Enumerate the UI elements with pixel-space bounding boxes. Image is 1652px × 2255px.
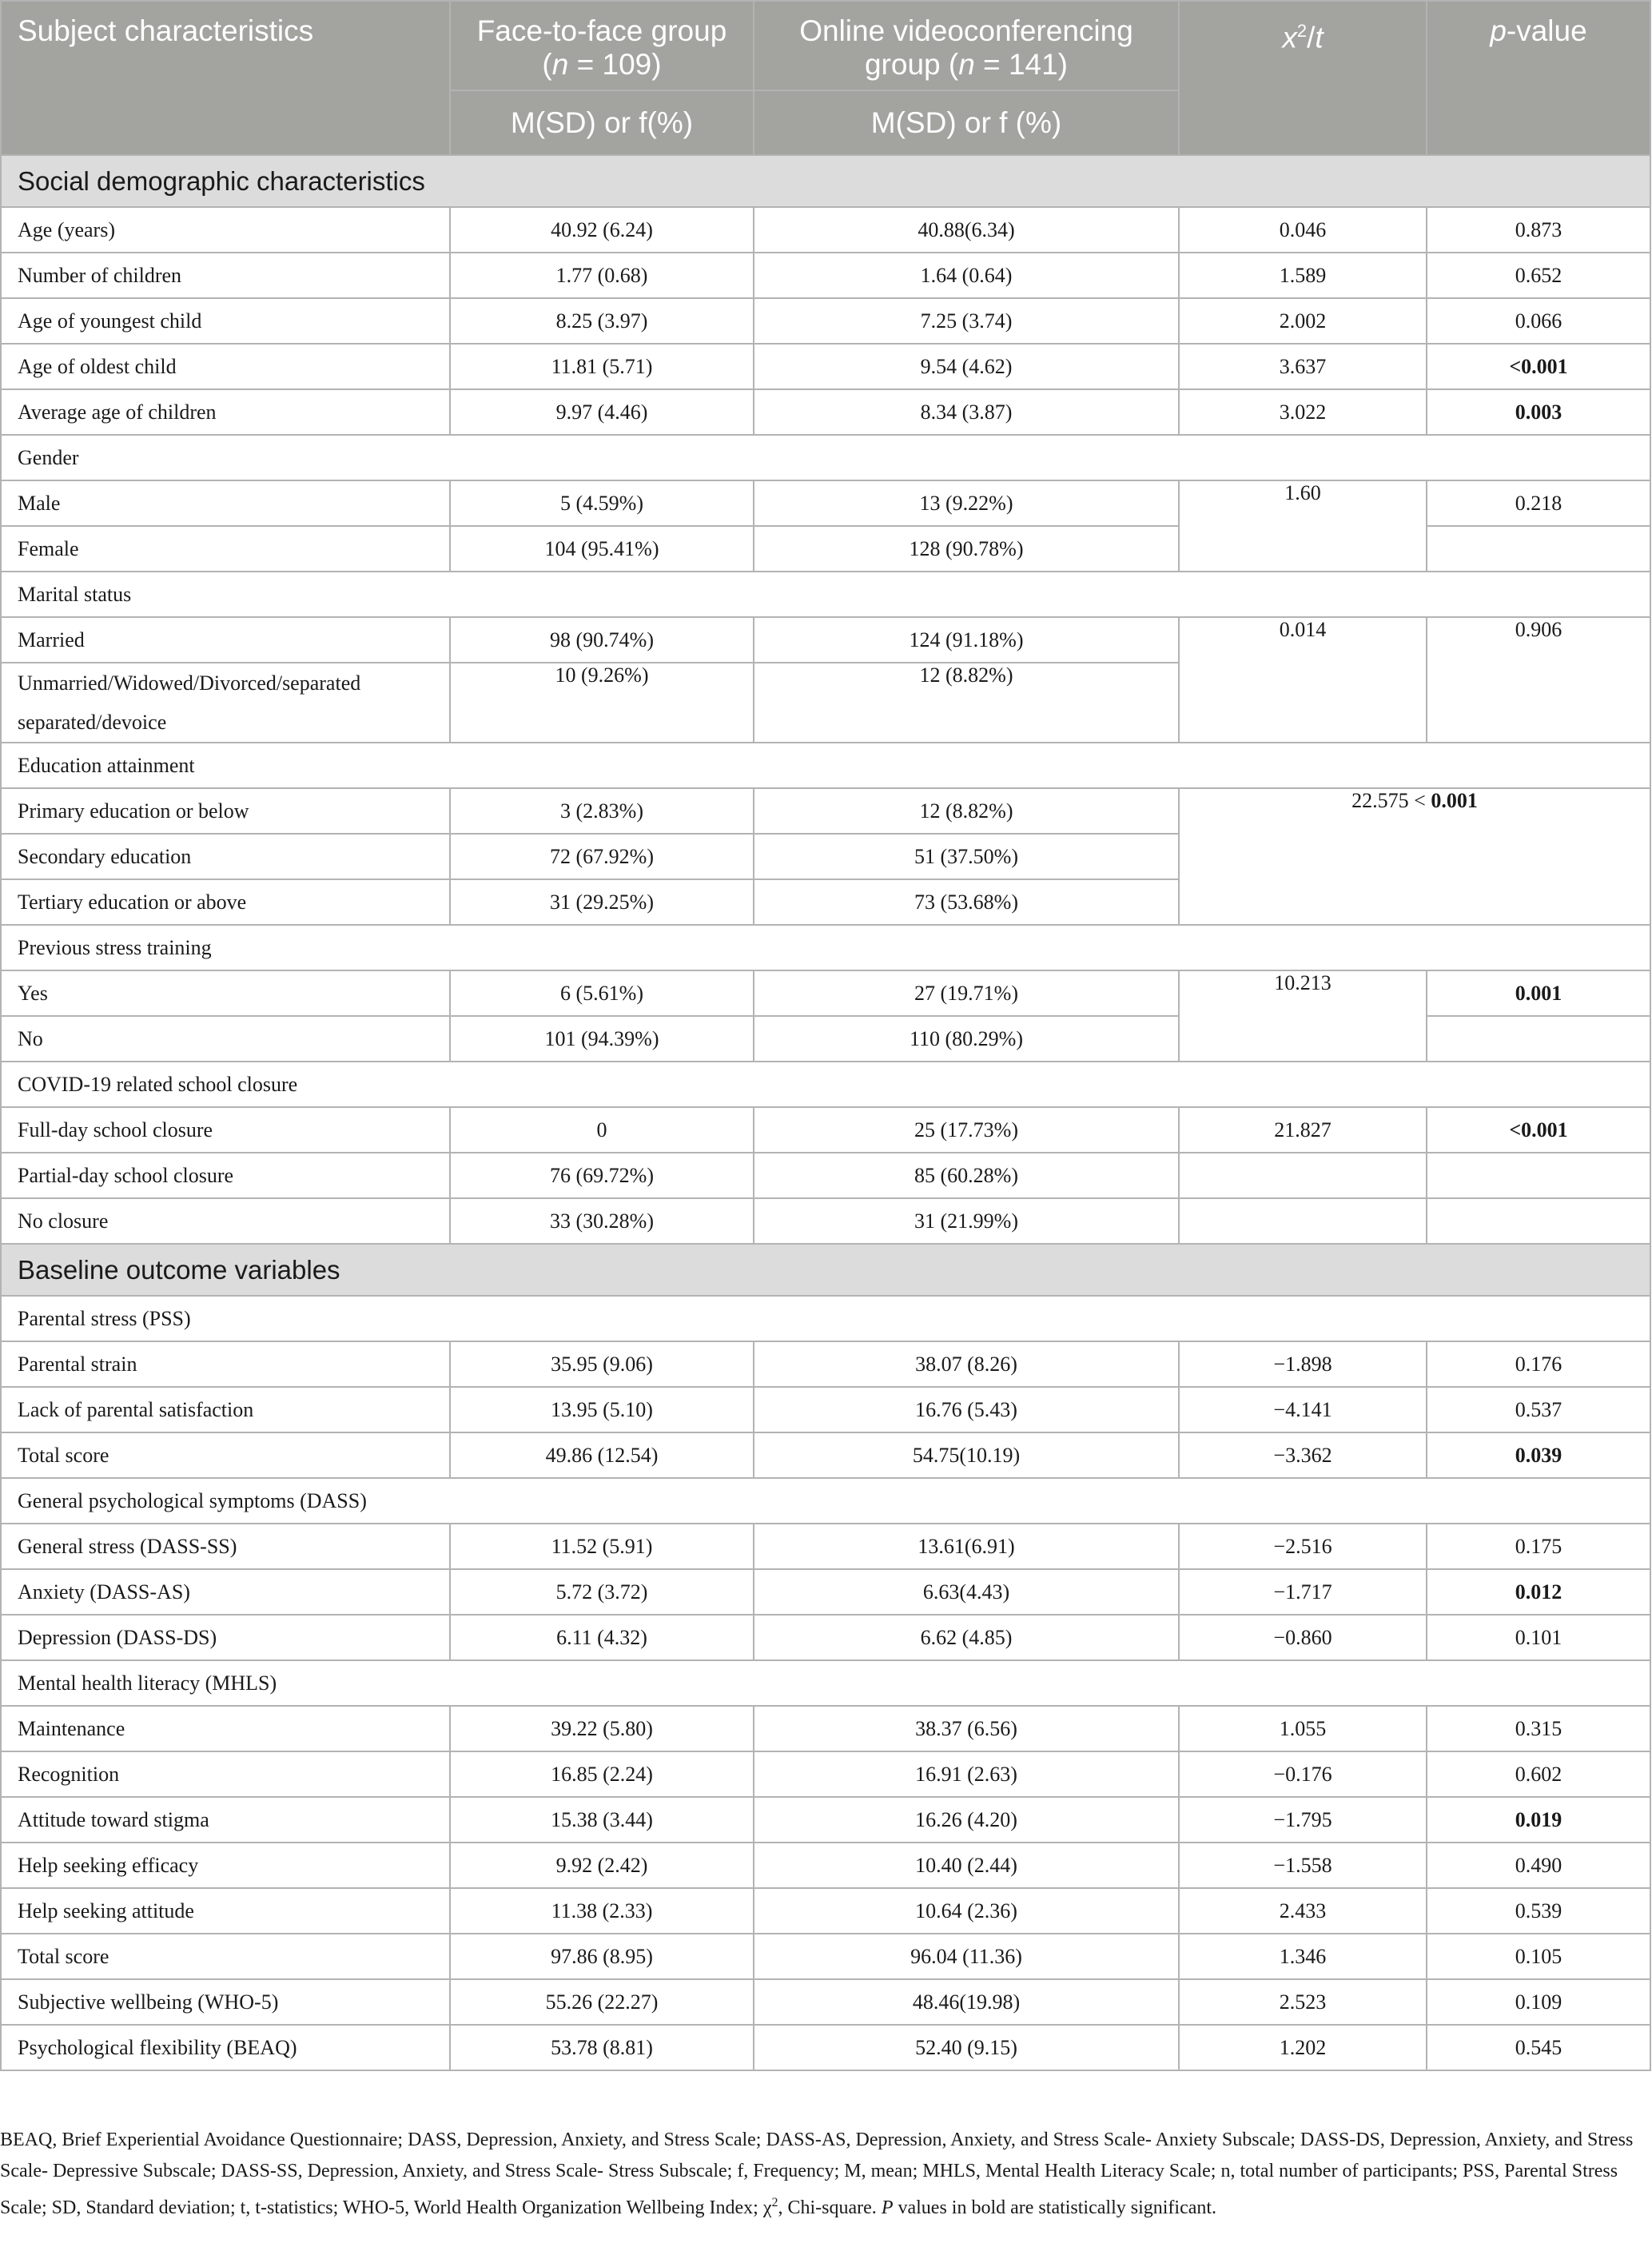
table-row: [1, 1062, 1650, 1107]
row-label: Psychological flexibility (BEAQ): [1, 2025, 450, 2070]
cell-online: 13.61(6.91): [754, 1524, 1179, 1569]
table-row: [1, 1341, 1650, 1387]
header-online-group: Online videoconferencing group (n = 141): [754, 1, 1179, 90]
cell-online: 96.04 (11.36): [754, 1934, 1179, 1979]
cell-statistic: −1.717: [1179, 1569, 1427, 1615]
row-label: Lack of parental satisfaction: [1, 1387, 450, 1432]
cell-p-value-significant: 0.039: [1427, 1432, 1650, 1478]
cell-face-to-face: 72 (67.92%): [450, 834, 754, 879]
cell-online: 124 (91.18%): [754, 617, 1179, 663]
cell-face-to-face: 104 (95.41%): [450, 526, 754, 572]
cell-empty: [1179, 1198, 1427, 1244]
cell-statistic: 3.637: [1179, 344, 1427, 389]
row-label: Male: [1, 480, 450, 526]
cell-online: 54.75(10.19): [754, 1432, 1179, 1478]
cell-face-to-face: 0: [450, 1107, 754, 1153]
table-row: [1, 1296, 1650, 1341]
table-row: [1, 1934, 1650, 1979]
row-label: No closure: [1, 1198, 450, 1244]
cell-online: 16.91 (2.63): [754, 1751, 1179, 1797]
cell-online: 73 (53.68%): [754, 879, 1179, 925]
cell-online: 48.46(19.98): [754, 1979, 1179, 2025]
table-row: [1, 970, 1650, 1016]
cell-online: 9.54 (4.62): [754, 344, 1179, 389]
row-label: General stress (DASS-SS): [1, 1524, 450, 1569]
row-label: Full-day school closure: [1, 1107, 450, 1153]
table-row: [1, 925, 1650, 970]
cell-face-to-face: 10 (9.26%): [450, 663, 754, 743]
group-label-education: Education attainment: [1, 743, 1650, 788]
table-row: [1, 617, 1650, 663]
cell-p-value: 0.105: [1427, 1934, 1650, 1979]
cell-face-to-face: 55.26 (22.27): [450, 1979, 754, 2025]
cell-statistic: 0.046: [1179, 207, 1427, 253]
group-label-previous-training: Previous stress training: [1, 925, 1650, 970]
row-label: Subjective wellbeing (WHO-5): [1, 1979, 450, 2025]
cell-face-to-face: 101 (94.39%): [450, 1016, 754, 1062]
cell-online: 10.64 (2.36): [754, 1888, 1179, 1934]
table-row: [1, 1888, 1650, 1934]
row-label: Anxiety (DASS-AS): [1, 1569, 450, 1615]
cell-empty: [1427, 1198, 1650, 1244]
table-row: [1, 1979, 1650, 2025]
row-label: Partial-day school closure: [1, 1153, 450, 1198]
section-demographics: Social demographic characteristics: [1, 155, 1650, 207]
cell-face-to-face: 6 (5.61%): [450, 970, 754, 1016]
table-row: [1, 435, 1650, 480]
table-row: [1, 1660, 1650, 1706]
cell-statistic: 1.589: [1179, 253, 1427, 298]
cell-statistic: 21.827: [1179, 1107, 1427, 1153]
row-label: Maintenance: [1, 1706, 450, 1751]
table-row: [1, 1478, 1650, 1524]
cell-face-to-face: 15.38 (3.44): [450, 1797, 754, 1843]
cell-online: 27 (19.71%): [754, 970, 1179, 1016]
cell-online: 16.26 (4.20): [754, 1797, 1179, 1843]
table-row: [1, 207, 1650, 253]
row-label: Help seeking attitude: [1, 1888, 450, 1934]
table-row: [1, 1198, 1650, 1244]
cell-empty: [1427, 1153, 1650, 1198]
cell-statistic: −1.558: [1179, 1843, 1427, 1888]
cell-empty: [1179, 1153, 1427, 1198]
cell-online: 10.40 (2.44): [754, 1843, 1179, 1888]
cell-statistic: −3.362: [1179, 1432, 1427, 1478]
row-label: Depression (DASS-DS): [1, 1615, 450, 1660]
cell-online: 7.25 (3.74): [754, 298, 1179, 344]
cell-statistic: −0.860: [1179, 1615, 1427, 1660]
cell-face-to-face: 9.92 (2.42): [450, 1843, 754, 1888]
cell-face-to-face: 16.85 (2.24): [450, 1751, 754, 1797]
cell-p-value: 0.315: [1427, 1706, 1650, 1751]
cell-face-to-face: 1.77 (0.68): [450, 253, 754, 298]
cell-face-to-face: 53.78 (8.81): [450, 2025, 754, 2070]
cell-face-to-face: 8.25 (3.97): [450, 298, 754, 344]
cell-face-to-face: 31 (29.25%): [450, 879, 754, 925]
cell-p-value-significant: <0.001: [1427, 1107, 1650, 1153]
cell-p-value-significant: 0.019: [1427, 1797, 1650, 1843]
subheader-face-to-face: M(SD) or f(%): [450, 90, 754, 155]
cell-p-value: 0.101: [1427, 1615, 1650, 1660]
cell-empty: [1427, 526, 1650, 572]
group-label-mhls: Mental health literacy (MHLS): [1, 1660, 1650, 1706]
table-row: [1, 1153, 1650, 1198]
cell-p-value-significant: 0.001: [1427, 970, 1650, 1016]
cell-statistic: 1.60: [1179, 480, 1427, 572]
table-row: [1, 1569, 1650, 1615]
table-row: [1, 480, 1650, 526]
cell-online: 6.63(4.43): [754, 1569, 1179, 1615]
cell-p-value-significant: 0.003: [1427, 389, 1650, 435]
cell-p-value: 0.176: [1427, 1341, 1650, 1387]
table-row: [1, 1797, 1650, 1843]
cell-statistic: −4.141: [1179, 1387, 1427, 1432]
row-label: Total score: [1, 1934, 450, 1979]
group-label-marital-status: Marital status: [1, 572, 1650, 617]
cell-online: 6.62 (4.85): [754, 1615, 1179, 1660]
cell-statistic: 2.002: [1179, 298, 1427, 344]
cell-online: 8.34 (3.87): [754, 389, 1179, 435]
table-row: [1, 572, 1650, 617]
cell-online: 128 (90.78%): [754, 526, 1179, 572]
table-row: [1, 1432, 1650, 1478]
row-label: Married: [1, 617, 450, 663]
table-row: [1, 1387, 1650, 1432]
cell-online: 12 (8.82%): [754, 663, 1179, 743]
cell-face-to-face: 9.97 (4.46): [450, 389, 754, 435]
cell-face-to-face: 35.95 (9.06): [450, 1341, 754, 1387]
table-row: [1, 1751, 1650, 1797]
group-label-covid-closure: COVID-19 related school closure: [1, 1062, 1650, 1107]
header-statistic: $x^2/t$: [1179, 1, 1427, 155]
cell-face-to-face: 3 (2.83%): [450, 788, 754, 834]
table-row: [1, 298, 1650, 344]
cell-statistic: −1.898: [1179, 1341, 1427, 1387]
cell-statistic: 2.433: [1179, 1888, 1427, 1934]
cell-face-to-face: 49.86 (12.54): [450, 1432, 754, 1478]
row-label: No: [1, 1016, 450, 1062]
cell-face-to-face: 11.38 (2.33): [450, 1888, 754, 1934]
header-p-value: p-value: [1427, 1, 1650, 155]
row-label: Female: [1, 526, 450, 572]
cell-face-to-face: 11.81 (5.71): [450, 344, 754, 389]
row-label: Age (years): [1, 207, 450, 253]
cell-statistic: −0.176: [1179, 1751, 1427, 1797]
cell-face-to-face: 39.22 (5.80): [450, 1706, 754, 1751]
row-label: Age of oldest child: [1, 344, 450, 389]
row-label: Total score: [1, 1432, 450, 1478]
cell-face-to-face: 11.52 (5.91): [450, 1524, 754, 1569]
table-row: [1, 389, 1650, 435]
cell-p-value: 0.873: [1427, 207, 1650, 253]
cell-statistic: 1.346: [1179, 1934, 1427, 1979]
row-label: Average age of children: [1, 389, 450, 435]
cell-face-to-face: 97.86 (8.95): [450, 1934, 754, 1979]
cell-statistic: 10.213: [1179, 970, 1427, 1062]
cell-online: 52.40 (9.15): [754, 2025, 1179, 2070]
section-baseline: Baseline outcome variables: [1, 1244, 1650, 1296]
cell-online: 110 (80.29%): [754, 1016, 1179, 1062]
cell-online: 16.76 (5.43): [754, 1387, 1179, 1432]
table-row: [1, 1843, 1650, 1888]
cell-face-to-face: 5 (4.59%): [450, 480, 754, 526]
cell-face-to-face: 5.72 (3.72): [450, 1569, 754, 1615]
table-row: [1, 1706, 1650, 1751]
cell-online: 40.88(6.34): [754, 207, 1179, 253]
subheader-online: M(SD) or f (%): [754, 90, 1179, 155]
row-label: Yes: [1, 970, 450, 1016]
cell-face-to-face: 6.11 (4.32): [450, 1615, 754, 1660]
cell-face-to-face: 13.95 (5.10): [450, 1387, 754, 1432]
cell-online: 38.37 (6.56): [754, 1706, 1179, 1751]
cell-p-value: 0.545: [1427, 2025, 1650, 2070]
group-label-dass: General psychological symptoms (DASS): [1, 1478, 1650, 1524]
cell-statistic: 2.523: [1179, 1979, 1427, 2025]
cell-p-value: 0.602: [1427, 1751, 1650, 1797]
cell-statistic: −1.795: [1179, 1797, 1427, 1843]
table-row: [1, 788, 1650, 834]
row-label: Parental strain: [1, 1341, 450, 1387]
table-row: [1, 344, 1650, 389]
cell-online: 12 (8.82%): [754, 788, 1179, 834]
cell-online: 51 (37.50%): [754, 834, 1179, 879]
row-label: Recognition: [1, 1751, 450, 1797]
row-label: Attitude toward stigma: [1, 1797, 450, 1843]
cell-face-to-face: 33 (30.28%): [450, 1198, 754, 1244]
table-row: [1, 253, 1650, 298]
cell-p-value: 0.906: [1427, 617, 1650, 743]
row-label: Help seeking efficacy: [1, 1843, 450, 1888]
header-face-to-face-group: Face-to-face group (n = 109): [450, 1, 754, 90]
cell-face-to-face: 98 (90.74%): [450, 617, 754, 663]
cell-statistic-and-p: 22.575 < 0.001: [1179, 788, 1650, 925]
cell-statistic: −2.516: [1179, 1524, 1427, 1569]
table-row: [1, 1615, 1650, 1660]
cell-online: 85 (60.28%): [754, 1153, 1179, 1198]
table-row: [1, 1107, 1650, 1153]
table-row: [1, 1524, 1650, 1569]
row-label: Tertiary education or above: [1, 879, 450, 925]
cell-online: 13 (9.22%): [754, 480, 1179, 526]
cell-statistic: 1.055: [1179, 1706, 1427, 1751]
table-row: [1, 2025, 1650, 2070]
row-label: Primary education or below: [1, 788, 450, 834]
row-label: Number of children: [1, 253, 450, 298]
cell-p-value-significant: <0.001: [1427, 344, 1650, 389]
cell-face-to-face: 76 (69.72%): [450, 1153, 754, 1198]
cell-p-value: 0.066: [1427, 298, 1650, 344]
group-label-pss: Parental stress (PSS): [1, 1296, 1650, 1341]
row-label: Age of youngest child: [1, 298, 450, 344]
cell-p-value: 0.218: [1427, 480, 1650, 526]
table-footnote: BEAQ, Brief Experiential Avoidance Questionnaire; DASS, Depression, Anxiety, and Stress Scale; DASS-AS, Depression, Anxiety, and Stress Scale- Anxiety Subscale; DASS-DS, Depression, Anxiety, and Stress Scale- Depressive Subscale; DASS-SS, Depression, Anxiety, and Stress Scale- Stress Subscale; f, Frequency; M, mean; MHLS, Mental Health Literacy Scale; n, total number of participants; PSS, Parental Stress Scale; SD, Standard deviation; t, t-statistics; WHO-5, World Health Organization Wellbeing Index; $\chi^2$, Chi-square. P values in bold are statistically significant.: [0, 2130, 1634, 2218]
group-label-gender: Gender: [1, 435, 1650, 480]
cell-face-to-face: 40.92 (6.24): [450, 207, 754, 253]
cell-p-value: 0.537: [1427, 1387, 1650, 1432]
table-row: [1, 743, 1650, 788]
table-header: [1, 1, 1650, 155]
cell-statistic: 3.022: [1179, 389, 1427, 435]
row-label: Unmarried/Widowed/Divorced/separated separated/devoice: [1, 663, 450, 743]
header-subject-characteristics: Subject characteristics: [1, 1, 450, 155]
cell-p-value: 0.652: [1427, 253, 1650, 298]
cell-online: 1.64 (0.64): [754, 253, 1179, 298]
cell-online: 25 (17.73%): [754, 1107, 1179, 1153]
row-label: Secondary education: [1, 834, 450, 879]
cell-empty: [1427, 1016, 1650, 1062]
cell-online: 31 (21.99%): [754, 1198, 1179, 1244]
cell-statistic: 1.202: [1179, 2025, 1427, 2070]
cell-p-value-significant: 0.012: [1427, 1569, 1650, 1615]
cell-p-value: 0.175: [1427, 1524, 1650, 1569]
cell-online: 38.07 (8.26): [754, 1341, 1179, 1387]
cell-p-value: 0.109: [1427, 1979, 1650, 2025]
cell-statistic: 0.014: [1179, 617, 1427, 743]
cell-p-value: 0.490: [1427, 1843, 1650, 1888]
cell-p-value: 0.539: [1427, 1888, 1650, 1934]
